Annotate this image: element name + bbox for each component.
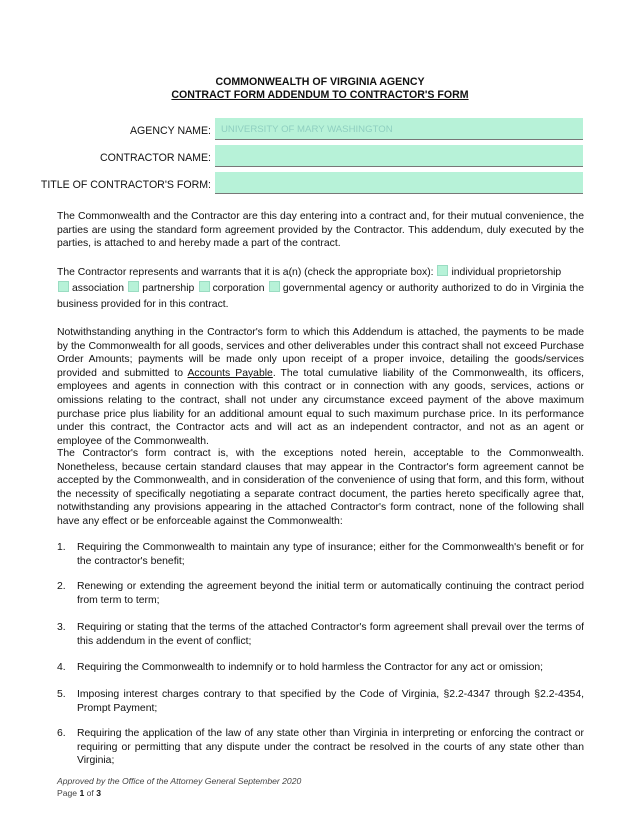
list-item-text: Requiring the application of the law of any state other than Virginia in interpreting or enforcing the contract or requiring or permitting that any dispute under the contract be resolved in the courts of any state other than Virginia; <box>77 728 584 767</box>
agency-name-label: AGENCY NAME: <box>129 125 211 137</box>
partnership-checkbox[interactable] <box>128 281 139 292</box>
document-title: COMMONWEALTH OF VIRGINIA AGENCY <box>215 76 425 88</box>
list-item-number: 4. <box>57 662 66 673</box>
contractor-name-field[interactable] <box>215 145 583 167</box>
page-total: 3 <box>96 788 101 798</box>
form-title-row <box>0 172 640 196</box>
list-item-number: 3. <box>57 622 66 633</box>
page-footer <box>57 775 301 799</box>
individual-checkbox[interactable] <box>437 265 448 276</box>
agency-row <box>0 118 640 142</box>
notwithstanding-paragraph <box>57 326 584 448</box>
list-item-number: 2. <box>57 581 66 592</box>
governmental-checkbox[interactable] <box>269 281 280 292</box>
represents-paragraph <box>57 265 584 313</box>
page-number: 1 <box>79 788 85 798</box>
intro-text: The Commonwealth and the Contractor are this day entering into a contract and, for their mutual convenience, the parties are using the standard form agreement provided by the Contractor. This addendum, duly executed by the parties, is attached to and hereby made a part of the contract. <box>57 211 584 250</box>
list-item-number: 1. <box>57 542 66 553</box>
accounts-payable-text: Accounts Payable <box>187 367 273 379</box>
intro-paragraph <box>57 210 584 251</box>
list-item-text: Renewing or extending the agreement beyond the initial term or automatically continuing the contract period from term to term; <box>77 581 584 606</box>
individual-label: individual proprietorship <box>451 267 562 278</box>
exceptions-text: The Contractor's form contract is, with the exceptions noted herein, acceptable to the Commonwealth. Nonetheless, because certain standard clauses that may appear in the Contractor's form agreement cannot be accepted by the Commonwealth, and in consideration of the convenience of using that form, and this form, without the necessity of specifically negotiating a separate contract document, the parties hereto specifically agree that, notwithstanding any provisions appearing in the attached Contractor's form contract, none of the following shall have any effect or be enforceable against the Commonwealth: <box>57 448 584 527</box>
contractor-row <box>0 145 640 169</box>
exceptions-paragraph <box>57 447 584 529</box>
document-subtitle: CONTRACT FORM ADDENDUM TO CONTRACTOR'S FORM <box>171 89 469 101</box>
of-word: of <box>86 788 94 798</box>
list-item-number: 5. <box>57 689 66 700</box>
form-title-field[interactable] <box>215 172 583 194</box>
notwithstanding-text-a: Notwithstanding anything in the Contractor's form to which this Addendum is attached, the payments to be made by the Commonwealth for all goods, services and other deliverables under this contract shall not exceed Purchase Order Amounts; payments will be made only upon receipt of a proper invoice, detailing the goods/services provided and submitted to <box>57 327 584 379</box>
represents-lead: The Contractor represents and warrants that it is a(n) (check the appropriate box): <box>57 267 434 278</box>
form-title-label: TITLE OF CONTRACTOR'S FORM: <box>40 179 211 191</box>
list-item-text: Imposing interest charges contrary to that specified by the Code of Virginia, §2.2-4347 through §2.2-4354, Prompt Payment; <box>77 689 584 714</box>
approval-note: Approved by the Office of the Attorney General September 2020 <box>57 776 302 786</box>
list-item-text: Requiring the Commonwealth to indemnify or to hold harmless the Contractor for any act or omission; <box>77 662 544 673</box>
notwithstanding-text-b: . The total cumulative liability of the Commonwealth, its officers, employees and agents in connection with this contract or in connection with any goods, services, actions or omissions relating to the contract, shall not under any circumstance exceed payment of the above maximum purchase price plus liability for an additional amount equal to such maximum purchase price. In its performance under this contract, the Contractor acts and will act as an independent contractor, and not as an agent or employee of the Commonwealth. <box>57 367 584 447</box>
list-item-number: 6. <box>57 728 66 739</box>
corporation-label: corporation <box>212 283 265 294</box>
agency-name-field[interactable]: UNIVERSITY OF MARY WASHINGTON <box>215 118 583 140</box>
page-word: Page <box>57 788 78 798</box>
list-item-text: Requiring the Commonwealth to maintain any type of insurance; either for the Commonwealth's benefit or for the contractor's benefit; <box>77 542 584 567</box>
association-checkbox[interactable] <box>58 281 69 292</box>
partnership-label: partnership <box>142 283 195 294</box>
association-label: association <box>72 283 124 294</box>
contractor-name-label: CONTRACTOR NAME: <box>99 152 211 164</box>
governmental-label: governmental agency or authority authorized to do in Virginia the business provided for in this contract. <box>57 283 584 310</box>
list-item-text: Requiring or stating that the terms of the attached Contractor's form agreement shall prevail over the terms of this addendum in the event of conflict; <box>77 622 584 647</box>
page-indicator <box>57 787 301 799</box>
corporation-checkbox[interactable] <box>199 281 210 292</box>
